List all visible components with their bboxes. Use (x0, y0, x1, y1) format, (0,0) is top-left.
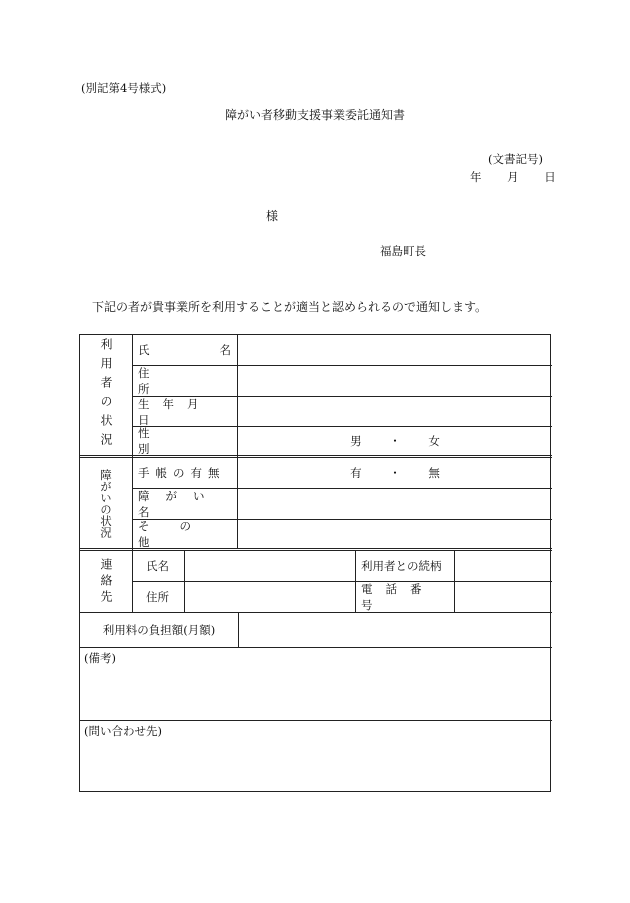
user-section-heading: 利用者の状況 (99, 338, 113, 452)
label-inquiry: (問い合わせ先) (84, 724, 162, 738)
issuer: 福島町長 (380, 244, 426, 258)
addressee-suffix: 様 (266, 209, 279, 223)
disability-section-heading: 障がいの状況 (99, 468, 113, 538)
label-contact-name: 氏名 (146, 559, 169, 573)
gender-options[interactable]: 男 ・ 女 (350, 434, 440, 448)
label-text: 住所 (138, 366, 220, 396)
label-text: 生年月日 (138, 396, 212, 427)
label-text: 性別 (138, 426, 220, 456)
col-divider (238, 612, 239, 647)
label-contact-address: 住所 (146, 590, 169, 604)
label-disability-name (138, 489, 232, 519)
handbook-options[interactable]: 有 ・ 無 (350, 466, 440, 480)
label-phone: 電話番号 (361, 582, 435, 612)
label-birthdate (138, 397, 232, 426)
label-handbook (138, 458, 232, 488)
contact-section-heading: 連絡先 (99, 557, 113, 606)
label-text: その他 (138, 519, 221, 549)
label-text: 手帳の有無 (138, 466, 226, 480)
col-divider (355, 551, 356, 612)
row-divider (80, 647, 552, 648)
label-text: 氏名 (138, 343, 301, 357)
col-divider (132, 335, 133, 612)
label-other (138, 520, 232, 548)
document-title: 障がい者移動支援事業委託通知書 (224, 108, 405, 122)
label-gender (138, 427, 232, 455)
label-fee: 利用料の負担額(月額) (102, 623, 216, 637)
col-divider (454, 551, 455, 612)
form-number-label: (別記第4号様式) (81, 81, 167, 95)
col-divider (184, 551, 185, 612)
label-remarks: (備考) (84, 651, 116, 665)
document-number: (文書記号) (488, 152, 543, 166)
date-line: 年 月 日 (470, 170, 556, 184)
row-divider (80, 720, 552, 721)
row-divider (132, 581, 552, 582)
notice-table (79, 334, 551, 792)
label-name (138, 335, 301, 365)
notice-body: 下記の者が貴事業所を利用することが適当と認められるので通知します。 (92, 300, 488, 314)
label-text: 障がい名 (138, 489, 221, 519)
label-address (138, 366, 232, 396)
label-relationship: 利用者との続柄 (361, 559, 442, 573)
